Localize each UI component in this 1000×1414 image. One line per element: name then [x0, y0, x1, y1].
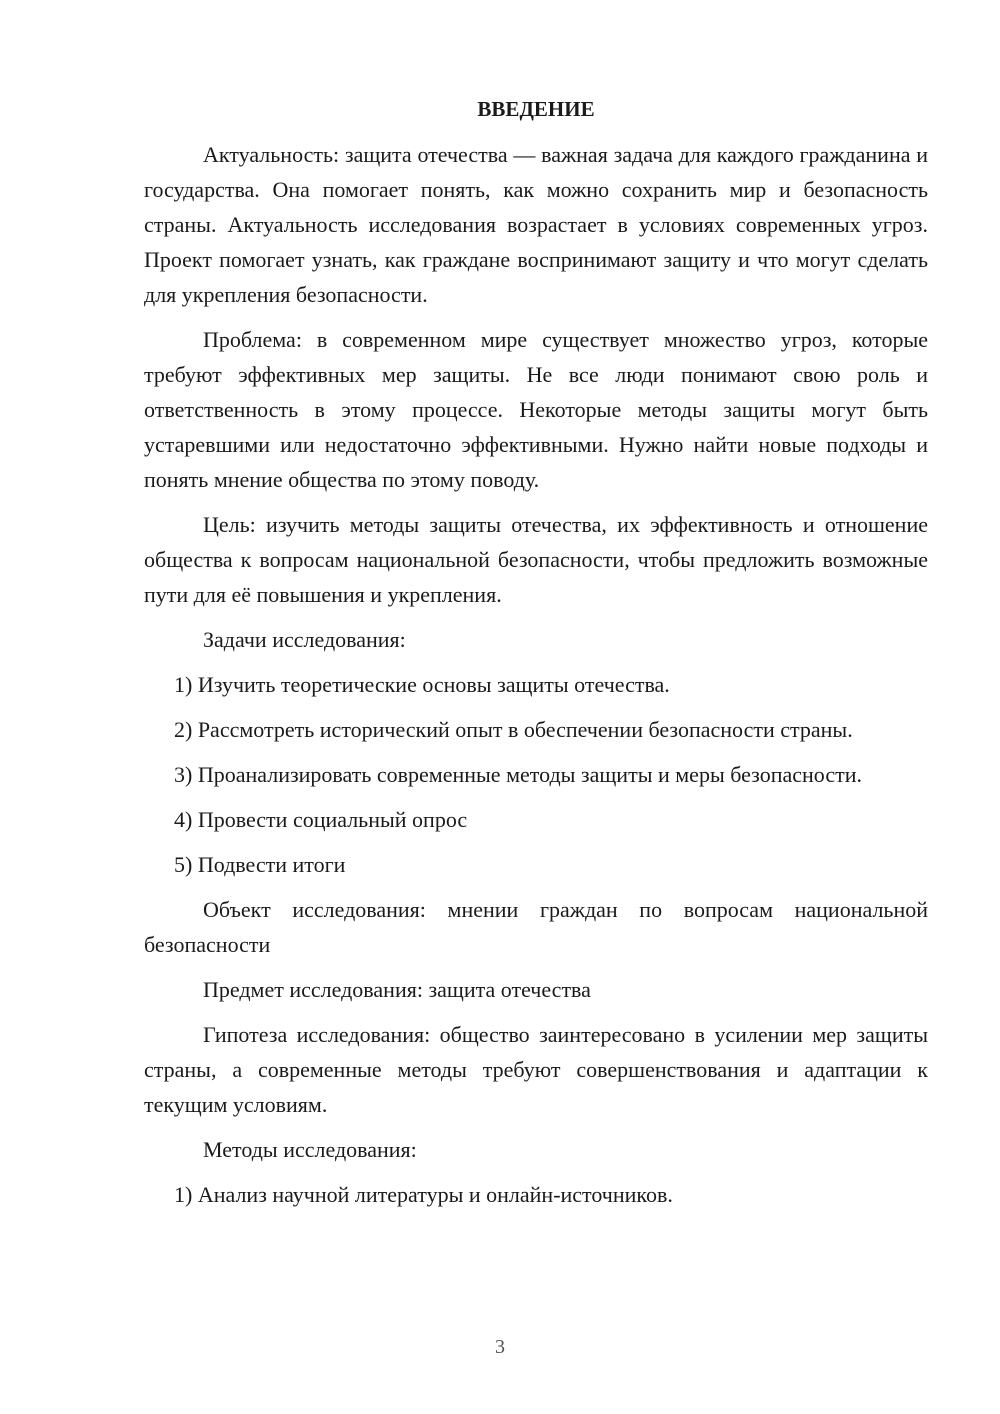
task-item: 2) Рассмотреть исторический опыт в обеспечении безопасности страны.	[174, 717, 853, 742]
task-item: 1) Изучить теоретические основы защиты отечества.	[174, 672, 670, 697]
task-item: 5) Подвести итоги	[174, 852, 346, 877]
tasks-heading: Задачи исследования:	[203, 627, 406, 652]
page-number: 3	[495, 1336, 505, 1358]
method-item: 1) Анализ научной литературы и онлайн-источников.	[174, 1182, 673, 1207]
task-item: 3) Проанализировать современные методы защиты и меры безопасности.	[174, 762, 862, 787]
section-title: ВВЕДЕНИЕ	[477, 97, 595, 121]
object-paragraph: Объект исследования: мнении граждан по вопросам национальной безопасности	[144, 897, 928, 957]
hypothesis-paragraph: Гипотеза исследования: общество заинтересовано в усилении мер защиты страны, а современные методы требуют совершенствования и адаптации к текущим условиям.	[144, 1022, 928, 1117]
problem-paragraph: Проблема: в современном мире существует множество угроз, которые требуют эффективных мер защиты. Не все люди понимают свою роль и ответственность в этому процессе. Некоторые методы защиты могут быть устаревшими или недостаточно эффективными. Нужно найти новые подходы и понять мнение общества по этому поводу.	[144, 327, 928, 492]
subject-paragraph: Предмет исследования: защита отечества	[203, 977, 591, 1002]
page-content	[144, 92, 928, 1222]
methods-heading: Методы исследования:	[203, 1137, 417, 1162]
task-item: 4) Провести социальный опрос	[174, 807, 468, 832]
goal-paragraph: Цель: изучить методы защиты отечества, их эффективность и отношение общества к вопросам национальной безопасности, чтобы предложить возможные пути для её повышения и укрепления.	[144, 512, 928, 607]
relevance-paragraph: Актуальность: защита отечества — важная задача для каждого гражданина и государства. Она помогает понять, как можно сохранить мир и безопасность страны. Актуальность исследования возрастает в условиях современных угроз. Проект помогает узнать, как граждане воспринимают защиту и что могут сделать для укрепления безопасности.	[144, 142, 928, 307]
